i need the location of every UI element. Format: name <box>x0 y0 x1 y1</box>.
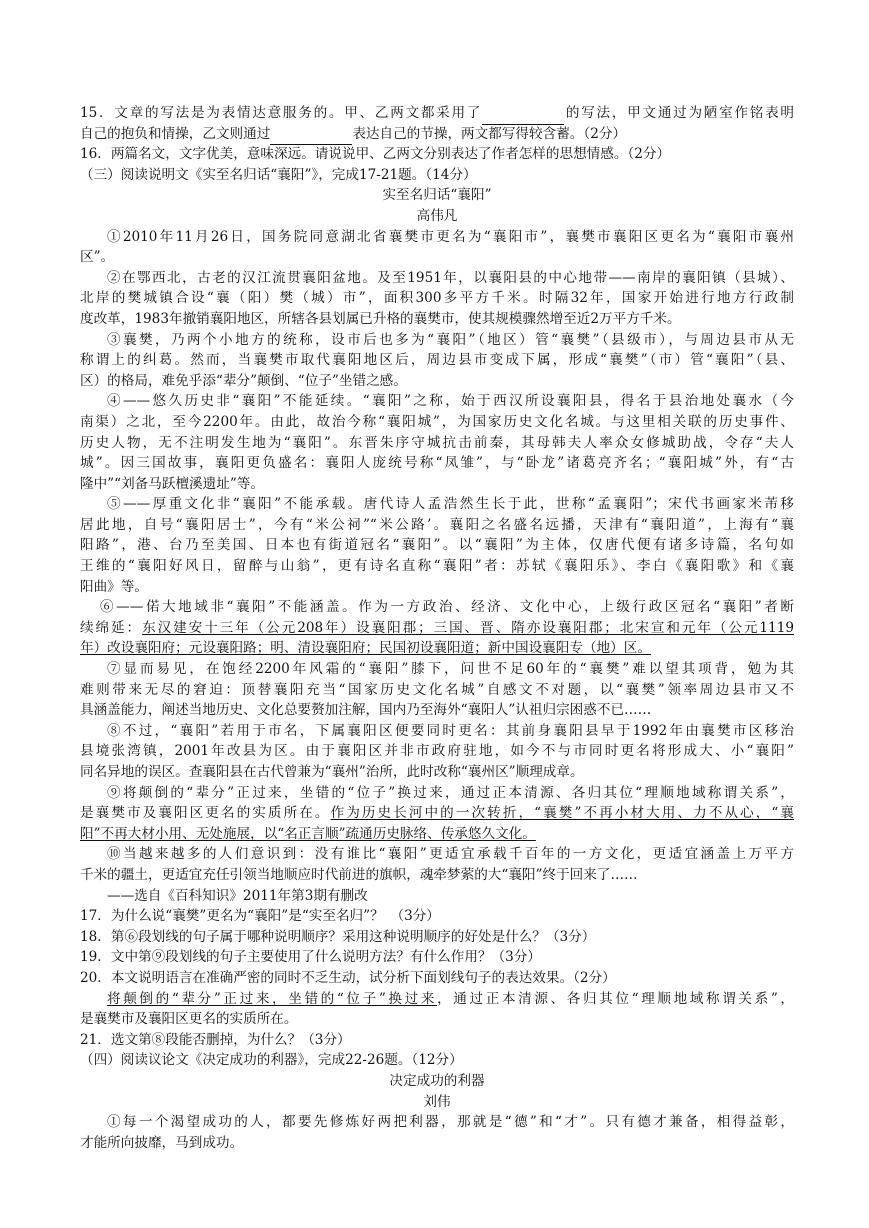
text-span: 续绵延： <box>80 619 143 636</box>
text-line <box>80 844 794 865</box>
text-span: ⑥——偌大地域非“襄阳”不能涵盖。作为一方政治、经济、文化中心，上级行政区冠名“襄阳”者断 <box>100 599 794 616</box>
underlined-text: 阳”不再大材小用、无处施展，以“名正言顺”疏通历史脉络、传承悠久文化。 <box>80 825 536 842</box>
text-span: ⑧不过，“襄阳”若用于市名，下属襄阳区便要同时更名：其前身襄阳县早于1992年由襄樊市区移治 <box>107 722 794 739</box>
text-span: 南渠）之北，至今2200年。由此，故治今称“襄阳城”，为国家历史文化名城。与这里相关联的历史事件、 <box>80 413 794 430</box>
text-span: 15．文章的写法是为表情达意服务的。甲、乙两文都采用了 <box>80 105 483 121</box>
text-line <box>80 638 794 659</box>
text-span: ①2010年11月26日，国务院同意湖北省襄樊市更名为“襄阳市”，襄樊市襄阳区更名为“襄阳市襄州 <box>107 228 794 245</box>
text-span: 度改革，1983年撤销襄阳地区，所辖各县划属已升格的襄樊市，使其规模骤然增至近2万平方千米。 <box>80 310 681 327</box>
text-line <box>80 453 794 474</box>
text-line <box>80 309 794 330</box>
text-span: 隆中”“刘备马跃檀溪遗址”等。 <box>80 475 264 492</box>
answer-blank <box>482 103 564 125</box>
text-line <box>80 618 794 639</box>
text-line <box>80 577 794 598</box>
text-span: 区）的格局，难免乎添“辈分”颠倒、“位子”坐错之感。 <box>80 372 407 389</box>
underlined-text: 将颠倒的“辈分”正过来，坐错的“位子”换过来 <box>107 990 438 1007</box>
text-span: 千米的疆土，更适宜充任引领当地顺应时代前进的旗帜，魂牵梦萦的大“襄阳”终于回来了…… <box>80 866 638 883</box>
text-span: 的写法，甲文通过为陋室作铭表明 <box>564 105 795 121</box>
text-line <box>80 968 794 989</box>
text-line <box>80 165 794 186</box>
text-span: 18．第⑥段划线的句子属于哪种说明顺序？采用这种说明顺序的好处是什么？（3分） <box>80 928 596 945</box>
text-span: 阳路”，港、台乃至美国、日本也有街道冠名“襄阳”。以“襄阳”为主体，仅唐代便有诸多诗篇，名句如 <box>80 537 794 554</box>
text-line <box>80 227 794 248</box>
text-line <box>80 1030 794 1051</box>
text-line <box>80 741 794 762</box>
text-line <box>80 474 794 495</box>
text-line <box>80 535 794 556</box>
text-line <box>80 865 794 886</box>
text-line <box>80 700 794 721</box>
text-line <box>80 247 794 268</box>
text-span: 表达自己的节操，两文都写得较含蓄。（2分） <box>352 125 627 142</box>
text-line <box>80 906 794 927</box>
text-line <box>80 783 794 804</box>
text-span: 称谓上的纠葛。然而，当襄樊市取代襄阳地区后，周边县市变成下属，形成“襄樊”（市）管“襄阳”（县、 <box>80 352 794 369</box>
text-span: 17．为什么说“襄樊”更名为“襄阳”是“实至名归”？ （3分） <box>80 908 440 925</box>
text-line <box>80 1133 794 1154</box>
text-line <box>80 1112 794 1133</box>
heading-line <box>80 185 794 206</box>
text-line <box>80 762 794 783</box>
text-span: 21．选文第⑧段能否删掉，为什么？（3分） <box>80 1031 351 1048</box>
text-span: 是襄樊市及襄阳区更名的实质所在。 <box>80 1011 298 1028</box>
text-line <box>80 824 794 845</box>
text-span: 16．两篇名文，文字优美，意味深远。请说说甲、乙两文分别表达了作者怎样的思想情感。（2分） <box>80 146 671 163</box>
text-span: ，通过正本清源、各归其位“理顺地域称谓关系”， <box>437 990 794 1007</box>
text-line <box>80 556 794 577</box>
text-span: 实至名归话“襄阳” <box>382 187 492 204</box>
text-span: （四）阅读议论文《决定成功的利器》，完成22-26题。（12分） <box>80 1052 463 1069</box>
text-line <box>80 1009 794 1030</box>
text-line <box>80 124 794 145</box>
text-span: 阳曲》等。 <box>80 578 148 595</box>
exam-page <box>80 103 794 1153</box>
text-span: 决定成功的利器 <box>389 1072 485 1089</box>
text-span: 城”。因三国故事，襄阳更负盛名：襄阳人庞统号称“凤雏”，与“卧龙”诸葛亮齐名；“襄阳城”外，有“古 <box>80 455 794 472</box>
text-span: 难则带来无尽的窘迫：顶替襄阳充当“国家历史文化名城”自感文不对题，以“襄樊”领率周边县市又不 <box>80 681 794 698</box>
text-span: ⑦显而易见，在饱经2200年风霜的“襄阳”膝下，问世不足60年的“襄樊”难以望其项背，勉为其 <box>107 661 794 678</box>
text-line <box>80 288 794 309</box>
text-span: 具涵盖能力，阐述当地历史、文化总要赘加注解，国内乃至海外“襄阳人”认祖归宗困惑不已…… <box>80 702 652 719</box>
text-line <box>80 886 794 907</box>
text-span: 同名异地的误区。查襄阳县在古代曾兼为“襄州”治所，此时改称“襄州区”顺理成章。 <box>80 764 584 780</box>
text-line <box>80 350 794 371</box>
text-line <box>80 680 794 701</box>
underlined-text: 东汉建安十三年（公元208年）设襄阳郡；三国、晋、隋亦设襄阳郡；北宋宣和元年（公元1119 <box>142 619 795 636</box>
text-line <box>80 412 794 433</box>
text-line <box>80 989 794 1010</box>
text-span: ——选自《百科知识》2011年第3期有删改 <box>107 887 368 904</box>
text-span: 县境张湾镇，2001年改县为区。由于襄阳区并非市政府驻地，如今不与市同时更名将形成大、小“襄阳” <box>80 743 794 760</box>
text-span: 刘伟 <box>423 1093 451 1110</box>
text-line <box>80 659 794 680</box>
text-line <box>80 721 794 742</box>
answer-blank <box>270 124 352 146</box>
text-span: 历史人物，无不注明发生地为“襄阳”。东晋朱序守城抗击前秦，其母韩夫人率众女修城助战，令存“夫人 <box>80 434 794 451</box>
text-line <box>80 1050 794 1071</box>
text-line <box>80 515 794 536</box>
underlined-text: 年）改设襄阳府；元设襄阳路；明、清设襄阳府；民国初设襄阳道；新中国设襄阳专（地）区。 <box>80 640 651 657</box>
heading-line <box>80 1071 794 1092</box>
text-line <box>80 947 794 968</box>
text-line <box>80 433 794 454</box>
heading-line <box>80 1092 794 1113</box>
text-span: ①每一个渴望成功的人，都要先修炼好两把利器，那就是“德”和“才”。只有德才兼备，相得益彰， <box>107 1114 794 1131</box>
text-line <box>80 803 794 824</box>
text-span: 北岸的樊城镇合设“襄（阳）樊（城）市”，面积300多平方千米。时隔32年，国家开始进行地方行政制 <box>80 290 794 307</box>
text-line <box>80 391 794 412</box>
text-line <box>80 103 794 124</box>
text-span: ⑨将颠倒的“辈分”正过来，坐错的“位子”换过来，通过正本清源、各归其位“理顺地域称谓关系”， <box>107 784 794 801</box>
text-line <box>80 330 794 351</box>
heading-line <box>80 206 794 227</box>
text-span: 居此地，自号“襄阳居士”，今有“米公祠”“米公路’。襄阳之名盛名远播，天津有“襄阳道”，上海有“襄 <box>80 516 794 533</box>
text-line <box>80 597 794 618</box>
text-span: ⑤——厚重文化非“襄阳”不能承载。唐代诗人孟浩然生长于此，世称“孟襄阳”；宋代书画家米芾移 <box>107 496 794 513</box>
text-span: ②在鄂西北，古老的汉江流贯襄阳盆地。及至1951年，以襄阳县的中心地带——南岸的襄阳镇（县城）、 <box>107 269 794 286</box>
text-span: 高伟凡 <box>416 207 458 224</box>
text-line <box>80 268 794 289</box>
text-span: 是襄樊市及襄阳区更名的实质所在。 <box>80 805 331 822</box>
text-line <box>80 927 794 948</box>
text-span: ⑩当越来越多的人们意识到：没有谁比“襄阳”更适宜承载千百年的一方文化，更适宜涵盖上万平方 <box>107 846 794 863</box>
underlined-text: 作为历史长河中的一次转折，“襄樊”不再小材大用、力不从心，“襄 <box>330 805 795 822</box>
text-span: 才能所向披靡，马到成功。 <box>80 1134 244 1151</box>
text-line <box>80 371 794 392</box>
text-line <box>80 144 794 165</box>
text-span: 王维的“襄阳好风日，留醉与山翁”，更有诗名直称“襄阳”者：苏轼《襄阳乐》、李白《襄阳歌》和《襄 <box>80 558 794 575</box>
text-span: ④——悠久历史非“襄阳”不能延续。“襄阳”之称，始于西汉所设襄阳县，得名于县治地处襄水（今 <box>107 393 794 410</box>
text-span: （三）阅读说明文《实至名归话“襄阳”》，完成17-21题。（14分） <box>80 166 477 183</box>
text-span: 自己的抱负和情操，乙文则通过 <box>80 125 271 142</box>
text-span: 20．本文说明语言在准确严密的同时不乏生动，试分析下面划线句子的表达效果。（2分） <box>80 969 616 986</box>
text-span: 区”。 <box>80 249 115 266</box>
text-line <box>80 494 794 515</box>
text-span: ③襄樊，乃两个小地方的统称，设市后也多为“襄阳”（地区）管“襄樊”（县级市），与周边县市从无 <box>107 331 794 348</box>
text-span: 19．文中第⑨段划线的句子主要使用了什么说明方法？有什么作用？（3分） <box>80 949 541 966</box>
